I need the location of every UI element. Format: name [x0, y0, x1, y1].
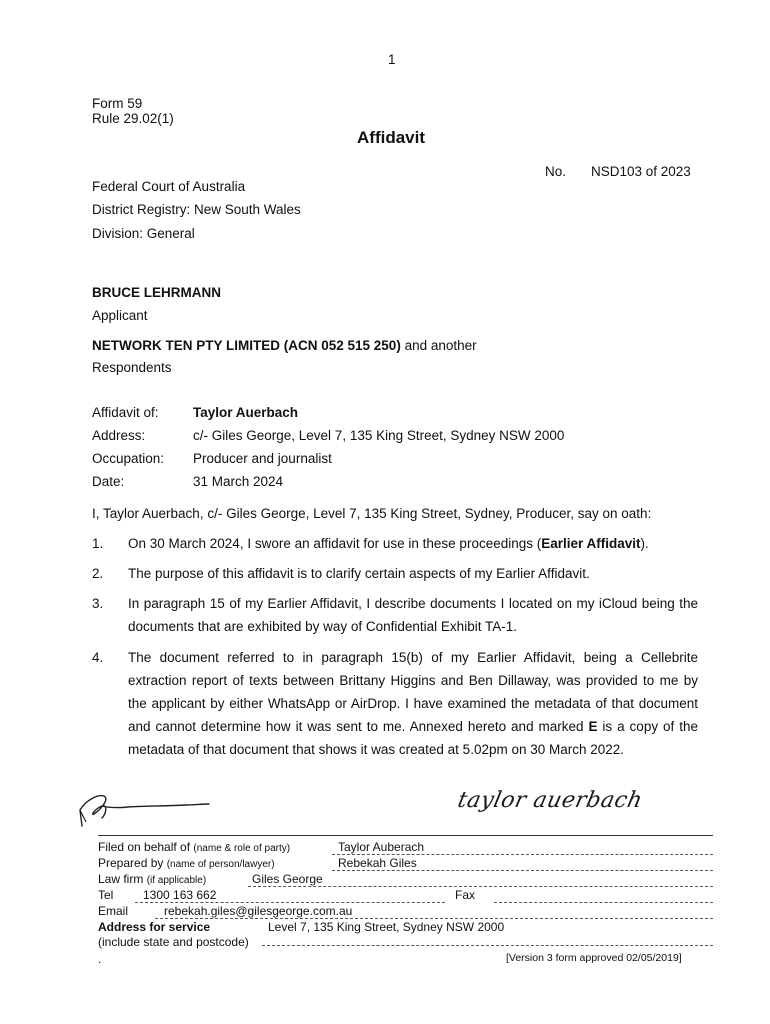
date-label: Date:	[92, 474, 125, 489]
oath-statement: I, Taylor Auerbach, c/- Giles George, Level 7, 135 King Street, Sydney, Producer, say on oath:	[92, 506, 652, 521]
prepared-line	[332, 870, 713, 871]
email-line	[155, 918, 713, 919]
filed-value: Taylor Auberach	[338, 840, 425, 854]
address-label: Address:	[92, 428, 146, 443]
occupation-label: Occupation:	[92, 451, 165, 466]
document-title: Affidavit	[357, 128, 425, 147]
date-value: 31 March 2024	[193, 474, 284, 489]
paragraph-number: 2.	[92, 566, 104, 581]
firm-value: Giles George	[252, 872, 323, 886]
footer-divider	[98, 835, 713, 836]
filed-label: Filed on behalf of	[98, 840, 191, 854]
service-label: Address for service	[98, 920, 211, 934]
firm-label: Law firm	[98, 872, 144, 886]
registry: District Registry: New South Wales	[92, 202, 301, 217]
applicant-role: Applicant	[92, 308, 148, 323]
affidavit-of-value: Taylor Auerbach	[193, 405, 299, 420]
paragraph-text-part: is a copy of the metadata of that document that shows it was created at 5.02pm on 30 March 2022.	[128, 719, 698, 757]
form-version: [Version 3 form approved 02/05/2019]	[506, 952, 682, 964]
prepared-label: Prepared by	[98, 856, 164, 870]
paragraph-text: The purpose of this affidavit is to clarify certain aspects of my Earlier Affidavit.	[128, 566, 590, 581]
service-line	[262, 945, 713, 946]
firm-line	[248, 886, 713, 887]
firm-hint: (if applicable)	[146, 875, 207, 886]
filed-line	[332, 854, 713, 855]
respondent-suffix: and another	[400, 338, 477, 353]
prepared-value: Rebekah Giles	[338, 856, 417, 870]
respondent-line	[92, 338, 477, 354]
respondent-name: NETWORK TEN PTY LIMITED (ACN 052 515 250)	[92, 338, 401, 353]
paragraph-text-part: On 30 March 2024, I swore an affidavit for use in these proceedings (	[128, 536, 542, 551]
case-number-label: No.	[545, 164, 567, 179]
paragraph-text-part: The document referred to in paragraph 15(b) of my Earlier Affidavit, being a Cellebrite extraction report of texts between Brittany Higgins and Ben Dillaway, was provided to me by the applicant by either WhatsApp or AirDrop. I have examined the metadata of that document and cannot determine how it was sent to me. Annexed hereto and marked	[128, 650, 698, 734]
prepared-hint: (name of person/lawyer)	[166, 859, 275, 870]
division: Division: General	[92, 226, 195, 241]
case-number: NSD103 of 2023	[591, 164, 691, 179]
annexure-mark: E	[588, 719, 598, 734]
paragraph-text-part: ).	[640, 536, 649, 551]
paragraph-1	[92, 532, 698, 556]
prepared-by-row	[98, 856, 275, 872]
page-number: 1	[388, 52, 396, 67]
law-firm-row	[98, 872, 206, 888]
email-value: rebekah.giles@gilesgeorge.com.au	[164, 904, 353, 918]
rule-number: Rule 29.02(1)	[92, 111, 174, 126]
witness-signature	[76, 788, 216, 830]
applicant-name: BRUCE LEHRMANN	[92, 285, 221, 300]
paragraph-text: In paragraph 15 of my Earlier Affidavit, I describe documents I located on my iCloud being the documents that are exhibited by way of Confidential Exhibit TA-1.	[128, 596, 698, 634]
paragraph-text	[128, 646, 698, 761]
paragraph-3	[92, 592, 698, 640]
paragraph-number: 4.	[92, 650, 104, 665]
occupation-value: Producer and journalist	[193, 451, 332, 466]
fax-label: Fax	[455, 888, 476, 902]
paragraph-4	[92, 646, 698, 786]
footer-dot: .	[98, 952, 102, 966]
court-name: Federal Court of Australia	[92, 179, 246, 194]
address-value: c/- Giles George, Level 7, 135 King Street, Sydney NSW 2000	[193, 428, 565, 443]
filed-hint: (name & role of party)	[193, 843, 291, 854]
defined-term: Earlier Affidavit	[541, 536, 641, 551]
paragraph-2	[92, 562, 698, 586]
paragraph-text	[128, 532, 698, 555]
tel-line	[135, 902, 445, 903]
affidavit-of-label: Affidavit of:	[92, 405, 159, 420]
email-label: Email	[98, 904, 129, 918]
deponent-signature: taylor auerbach	[455, 788, 645, 813]
paragraph-number: 1.	[92, 536, 104, 551]
service-hint: (include state and postcode)	[98, 935, 249, 949]
form-number: Form 59	[92, 96, 143, 111]
tel-value: 1300 163 662	[143, 888, 217, 902]
fax-line	[494, 902, 713, 903]
filed-on-behalf-row	[98, 840, 290, 856]
service-value: Level 7, 135 King Street, Sydney NSW 2000	[268, 920, 505, 934]
tel-label: Tel	[98, 888, 114, 902]
paragraph-number: 3.	[92, 596, 104, 611]
respondent-role: Respondents	[92, 360, 172, 375]
